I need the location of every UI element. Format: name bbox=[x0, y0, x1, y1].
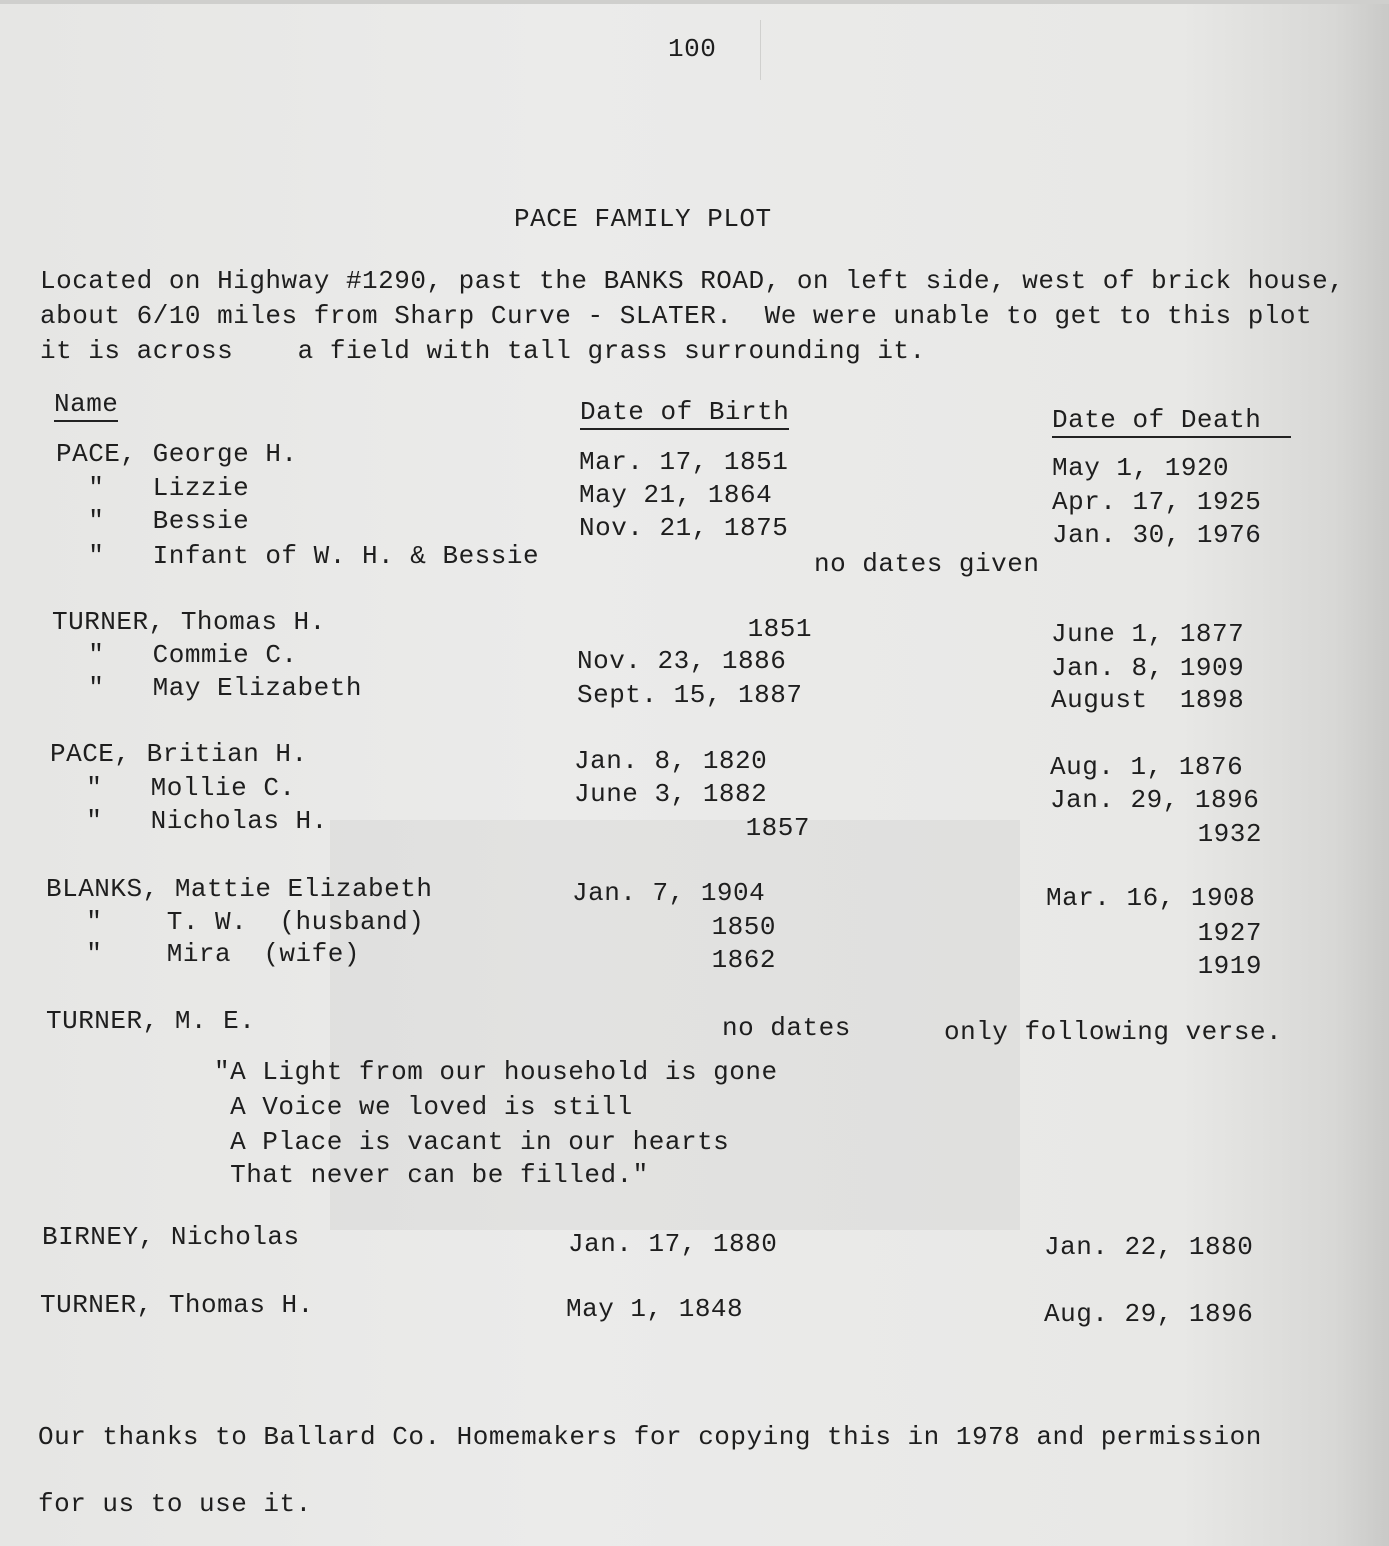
entry-birth: Sept. 15, 1887 bbox=[577, 680, 803, 710]
entry-death: Aug. 29, 1896 bbox=[1044, 1299, 1254, 1329]
entry-name: PACE, Britian H. bbox=[50, 739, 308, 769]
entry-death: Jan. 29, 1896 bbox=[1050, 785, 1260, 815]
entry-name: BLANKS, Mattie Elizabeth bbox=[46, 874, 433, 904]
entry-death: Aug. 1, 1876 bbox=[1050, 752, 1244, 782]
header-birth: Date of Birth bbox=[580, 397, 789, 430]
entry-name: TURNER, M. E. bbox=[46, 1006, 256, 1036]
verse-line: "A Light from our household is gone bbox=[214, 1057, 778, 1087]
entry-death: 1927 bbox=[1197, 918, 1262, 948]
entry-death: 1932 bbox=[1197, 819, 1262, 849]
entry-name: BIRNEY, Nicholas bbox=[42, 1222, 300, 1252]
entry-birth: 1857 bbox=[745, 813, 810, 843]
entry-birth: Nov. 21, 1875 bbox=[579, 513, 789, 543]
entry-death: Jan. 22, 1880 bbox=[1044, 1232, 1254, 1262]
entry-note: no dates given bbox=[814, 549, 1040, 579]
verse-line: A Place is vacant in our hearts bbox=[214, 1127, 730, 1157]
entry-birth: Jan. 17, 1880 bbox=[568, 1229, 778, 1259]
entry-death: Apr. 17, 1925 bbox=[1052, 487, 1262, 517]
footer-line-1: Our thanks to Ballard Co. Homemakers for copying this in 1978 and permission bbox=[38, 1422, 1262, 1452]
entry-name: " Mira (wife) bbox=[54, 939, 360, 969]
footer-line-2: for us to use it. bbox=[38, 1489, 312, 1519]
intro-line-2: about 6/10 miles from Sharp Curve - SLATER. We were unable to get to this plot bbox=[40, 301, 1313, 331]
entry-death: Mar. 16, 1908 bbox=[1046, 883, 1256, 913]
entry-death: 1919 bbox=[1197, 951, 1262, 981]
entry-death: June 1, 1877 bbox=[1051, 619, 1245, 649]
entry-birth: Mar. 17, 1851 bbox=[579, 447, 789, 477]
intro-line-1: Located on Highway #1290, past the BANKS ROAD, on left side, west of brick house, bbox=[40, 266, 1345, 296]
page-edge bbox=[0, 0, 1389, 4]
entry-name: " Bessie bbox=[56, 506, 250, 536]
entry-birth: Jan. 8, 1820 bbox=[574, 746, 768, 776]
entry-birth: June 3, 1882 bbox=[574, 779, 768, 809]
entry-death: Jan. 8, 1909 bbox=[1051, 653, 1245, 683]
entry-birth: Jan. 7, 1904 bbox=[572, 878, 766, 908]
entry-name: " Mollie C. bbox=[54, 773, 296, 803]
entry-birth: Nov. 23, 1886 bbox=[577, 646, 787, 676]
entry-note: no dates bbox=[722, 1013, 851, 1043]
entry-birth: 1862 bbox=[711, 945, 776, 975]
intro-line-3: it is across a field with tall grass surrounding it. bbox=[40, 336, 926, 366]
entry-birth: May 21, 1864 bbox=[579, 480, 773, 510]
entry-name: " May Elizabeth bbox=[56, 673, 362, 703]
entry-death: August 1898 bbox=[1051, 685, 1245, 715]
entry-death: May 1, 1920 bbox=[1052, 453, 1230, 483]
entry-name: " Lizzie bbox=[56, 473, 250, 503]
page-title: PACE FAMILY PLOT bbox=[514, 204, 772, 234]
page-fold-mark bbox=[760, 20, 761, 80]
entry-name: " Commie C. bbox=[56, 640, 298, 670]
entry-note: only following verse. bbox=[944, 1017, 1283, 1047]
page-number: 100 bbox=[668, 34, 717, 64]
header-death: Date of Death bbox=[1052, 405, 1291, 438]
entry-death: Jan. 30, 1976 bbox=[1052, 520, 1262, 550]
entry-birth: 1851 bbox=[747, 614, 812, 644]
entry-name: TURNER, Thomas H. bbox=[40, 1290, 314, 1320]
entry-birth: 1850 bbox=[711, 912, 776, 942]
verse-line: That never can be filled." bbox=[214, 1160, 649, 1190]
entry-name: TURNER, Thomas H. bbox=[52, 607, 326, 637]
entry-birth: May 1, 1848 bbox=[566, 1294, 744, 1324]
entry-name: " Infant of W. H. & Bessie bbox=[56, 541, 540, 571]
entry-name: " T. W. (husband) bbox=[54, 907, 425, 937]
entry-name: PACE, George H. bbox=[56, 439, 298, 469]
header-name: Name bbox=[54, 389, 118, 422]
entry-name: " Nicholas H. bbox=[54, 806, 328, 836]
verse-line: A Voice we loved is still bbox=[214, 1092, 633, 1122]
